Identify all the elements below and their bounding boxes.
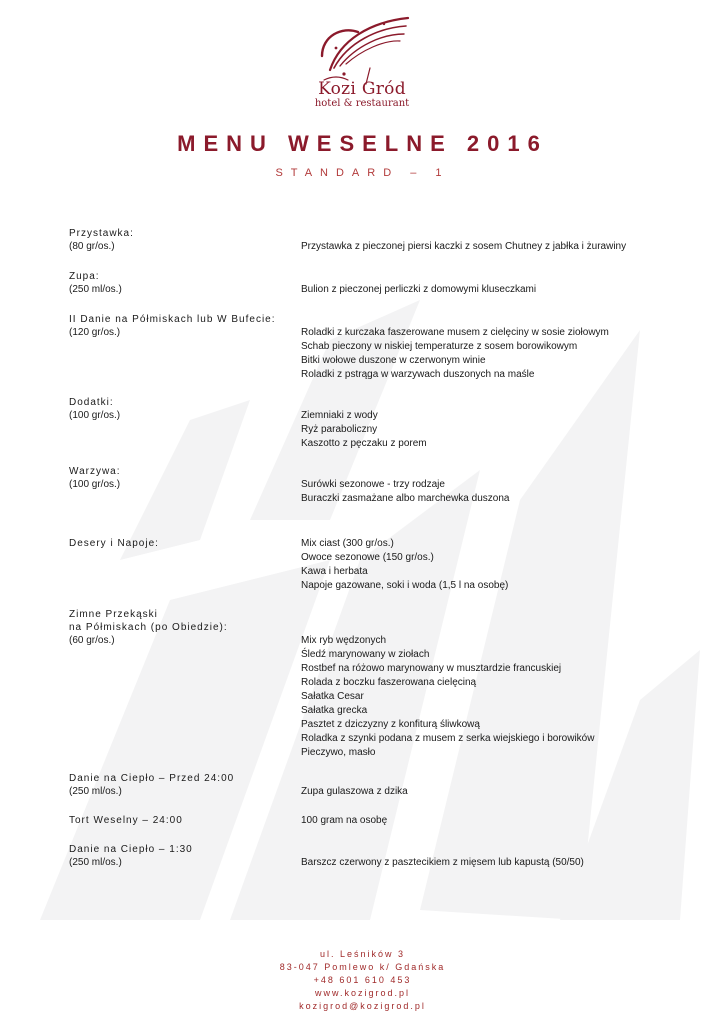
menu-item: Napoje gazowane, soki i woda (1,5 l na osobę): [301, 580, 509, 591]
brand-name: Kozi Gród: [318, 79, 406, 99]
footer-address: ul. Leśników 3: [319, 949, 406, 959]
menu-item: Barszcz czerwony z pasztecikiem z mięsem lub kapustą (50/50): [301, 857, 584, 868]
menu-item: Bitki wołowe duszone w czerwonym winie: [301, 355, 486, 366]
menu-item: Owoce sezonowe (150 gr/os.): [301, 552, 434, 563]
footer-city: 83-047 Pomlewo k/ Gdańska: [279, 962, 446, 972]
section-portion: (120 gr/os.): [69, 327, 121, 338]
menu-item: Rostbef na różowo marynowany w musztardzie francuskiej: [301, 663, 562, 674]
section-heading: Warzywa:: [69, 466, 121, 477]
menu-subtitle: STANDARD – 1: [275, 167, 450, 179]
section-portion: (60 gr/os.): [69, 635, 115, 646]
section-danie-na-cieplo-130: [69, 843, 669, 870]
menu-item: Bulion z pieczonej perliczki z domowymi kluseczkami: [301, 284, 537, 295]
footer-website-link[interactable]: www.kozigrod.pl: [314, 988, 411, 998]
section-portion: (250 ml/os.): [69, 857, 122, 868]
section-portion: (80 gr/os.): [69, 241, 115, 252]
brand-block: [300, 80, 424, 110]
section-danie-na-cieplo-24: [69, 772, 669, 799]
menu-item: Mix ciast (300 gr/os.): [301, 538, 394, 549]
menu-item: Sałatka grecka: [301, 705, 368, 716]
menu-item: Roladki z pstrąga w warzywach duszonych na maśle: [301, 369, 535, 380]
menu-item: Ziemniaki z wody: [301, 410, 378, 421]
section-portion: (250 ml/os.): [69, 786, 122, 797]
footer-phone: +48 601 610 453: [313, 975, 412, 985]
section-desery: [69, 537, 669, 591]
section-zimne-przekaski: [69, 608, 669, 758]
section-heading: Danie na Ciepło – 1:30: [69, 844, 193, 855]
menu-item: Rolada z boczku faszerowana cielęciną: [301, 677, 477, 688]
section-portion: (100 gr/os.): [69, 410, 121, 421]
menu-item: Pieczywo, masło: [301, 747, 376, 758]
contact-footer: [0, 948, 725, 1013]
section-portion: (100 gr/os.): [69, 479, 121, 490]
menu-item: Kaszotto z pęczaku z porem: [301, 438, 427, 449]
section-zupa: [69, 270, 669, 297]
footer-email-link[interactable]: kozigrod@kozigrod.pl: [299, 1001, 426, 1011]
menu-item: Pasztet z dziczyzny z konfiturą śliwkową: [301, 719, 480, 730]
section-portion: (250 ml/os.): [69, 284, 122, 295]
menu-item: Kawa i herbata: [301, 566, 368, 577]
section-heading: Przystawka:: [69, 228, 134, 239]
menu-item: Sałatka Cesar: [301, 691, 364, 702]
menu-item: Zupa gulaszowa z dzika: [301, 786, 408, 797]
section-tort-weselny: [69, 814, 669, 828]
menu-item: Mix ryb wędzonych: [301, 635, 387, 646]
menu-item: Surówki sezonowe - trzy rodzaje: [301, 479, 445, 490]
section-heading: Dodatki:: [69, 397, 114, 408]
menu-item: Roladki z kurczaka faszerowane musem z cielęciny w sosie ziołowym: [301, 327, 609, 338]
menu-title: MENU WESELNE 2016: [177, 131, 548, 156]
menu-item: Schab pieczony w niskiej temperaturze z sosem borowikowym: [301, 341, 578, 352]
section-heading: Zimne Przekąski: [69, 609, 158, 620]
menu-item: Buraczki zasmażane albo marchewka duszona: [301, 493, 510, 504]
section-dodatki: [69, 396, 669, 449]
menu-item: Przystawka z pieczonej piersi kaczki z sosem Chutney z jabłka i żurawiny: [301, 241, 627, 252]
section-heading: Tort Weselny – 24:00: [69, 815, 183, 826]
section-drugie-danie: [69, 313, 669, 380]
menu-item: Śledź marynowany w ziołach: [301, 649, 430, 660]
section-heading: Desery i Napoje:: [69, 538, 159, 549]
section-heading: Zupa:: [69, 271, 100, 282]
section-heading: II Danie na Półmiskach lub W Bufecie:: [69, 314, 276, 325]
menu-item: Ryż paraboliczny: [301, 424, 378, 435]
menu-item: 100 gram na osobę: [301, 815, 388, 826]
section-przystawka: [69, 227, 669, 254]
section-heading-continued: na Półmiskach (po Obiedzie):: [69, 622, 228, 633]
brand-subtitle: hotel & restaurant: [314, 98, 410, 109]
section-warzywa: [69, 465, 669, 504]
menu-item: Roladka z szynki podana z musem z serka wiejskiego i borowików: [301, 733, 595, 744]
section-heading: Danie na Ciepło – Przed 24:00: [69, 773, 235, 784]
